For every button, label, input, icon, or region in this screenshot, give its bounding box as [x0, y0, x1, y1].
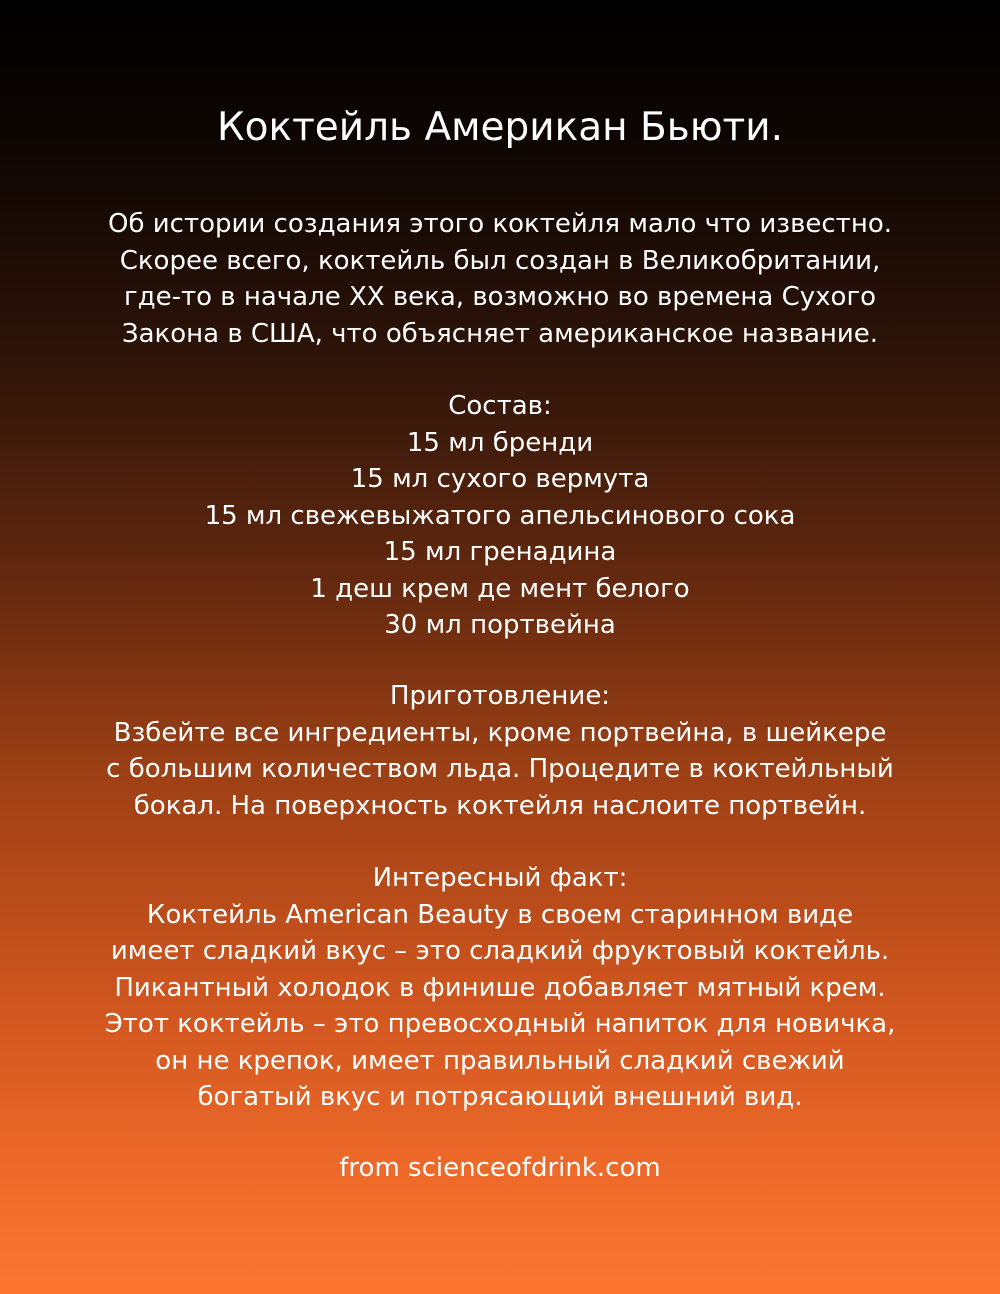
- preparation-section: [60, 678, 940, 824]
- intro-line: где-то в начале XX века, возможно во времена Сухого: [123, 282, 877, 312]
- fact-section: [60, 860, 940, 1116]
- intro-line: Закона в США, что объясняет американское название.: [121, 318, 879, 349]
- fact-line: Этот коктейль – это превосходный напиток для новичка,: [104, 1009, 896, 1039]
- fact-line: Коктейль American Beauty в своем старинном виде: [146, 899, 854, 930]
- fact-line: имеет сладкий вкус – это сладкий фруктовый коктейль.: [110, 936, 890, 966]
- ingredient-item: 15 мл гренадина: [383, 537, 617, 567]
- ingredient-item: 1 деш крем де мент белого: [310, 573, 690, 604]
- ingredient-item: 15 мл сухого вермута: [350, 464, 650, 494]
- fact-line: он не крепок, имеет правильный сладкий свежий: [155, 1045, 845, 1076]
- preparation-line: с большим количеством льда. Процедите в коктейльный: [106, 754, 894, 784]
- intro-line: Скорее всего, коктейль был создан в Великобритании,: [119, 245, 881, 276]
- preparation-line: Взбейте все ингредиенты, кроме портвейна, в шейкере: [113, 717, 887, 748]
- intro-line: Об истории создания этого коктейля мало что известно.: [107, 209, 892, 239]
- fact-line: богатый вкус и потрясающий внешний вид.: [197, 1082, 803, 1112]
- fact-heading: Интересный факт:: [372, 863, 628, 893]
- preparation-heading: Приготовление:: [389, 681, 611, 711]
- intro-paragraph: [60, 206, 940, 352]
- ingredient-item: 15 мл бренди: [406, 427, 594, 458]
- ingredients-section: [60, 388, 940, 644]
- fact-line: Пикантный холодок в финише добавляет мятный крем.: [114, 972, 886, 1003]
- ingredients-heading: Состав:: [448, 391, 552, 421]
- source-text: from scienceofdrink.com: [339, 1153, 661, 1183]
- ingredient-item: 30 мл портвейна: [384, 610, 616, 640]
- ingredient-item: 15 мл свежевыжатого апельсинового сока: [204, 500, 796, 531]
- page-title: Коктейль Американ Бьюти.: [216, 105, 784, 150]
- preparation-line: бокал. На поверхность коктейля наслоите портвейн.: [133, 790, 867, 821]
- source-credit: [60, 1150, 940, 1187]
